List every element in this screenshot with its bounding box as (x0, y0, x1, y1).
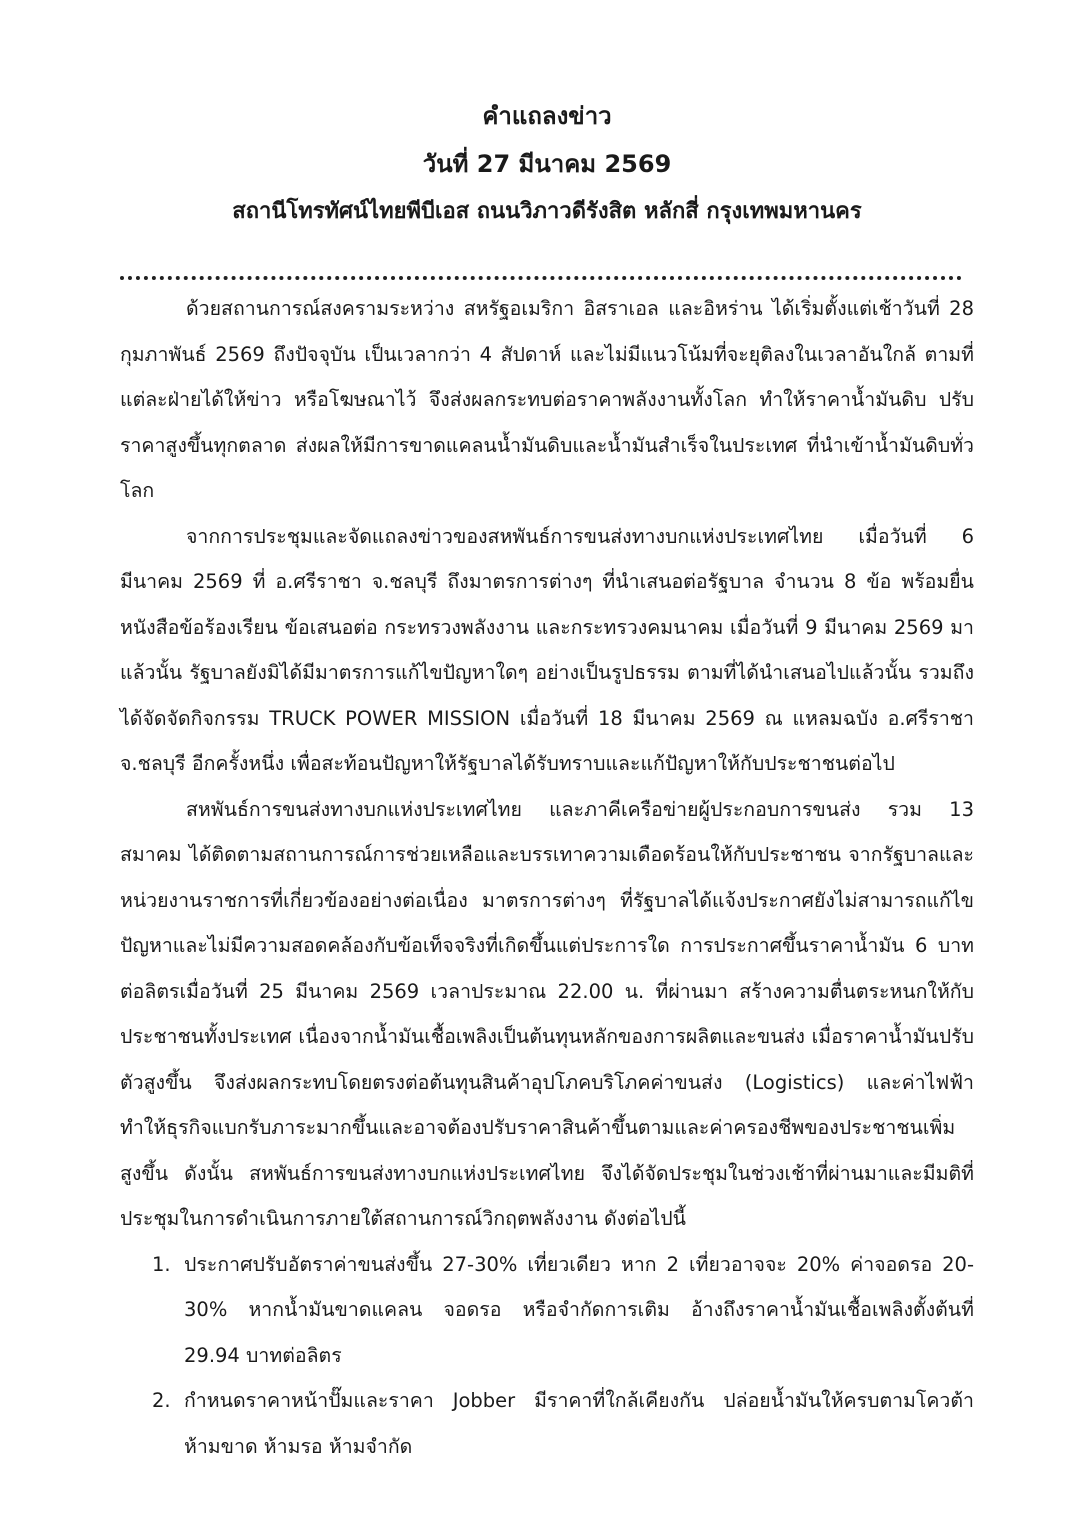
document-date: วันที่ 27 มีนาคม 2569 (422, 150, 672, 178)
document-title: คำแถลงข่าว (482, 102, 612, 130)
list-item-text: ประกาศปรับอัตราค่าขนส่งขึ้น 27-30% เที่ยวเดียว หาก 2 เที่ยวอาจจะ 20% ค่าจอดรอ 20-30% หากน้ำมันขาดแคลน จอดรอ หรือจำกัดการเติม อ้างถึงราคาน้ำมันเชื้อเพลิงตั้งต้นที่ 29.94 บาทต่อลิตร (184, 1252, 974, 1367)
document-location: สถานีโทรทัศน์ไทยพีบีเอส ถนนวิภาวดีรังสิต หลักสี่ กรุงเทพมหานคร (232, 199, 862, 224)
list-item (152, 1378, 974, 1469)
list-item-number: 1. (152, 1252, 171, 1276)
paragraph-federation-resolution: สหพันธ์การขนส่งทางบกแห่งประเทศไทย และภาคีเครือข่ายผู้ประกอบการขนส่ง รวม 13 สมาคม ได้ติดตามสถานการณ์การช่วยเหลือและบรรเทาความเดือดร้อนให้กับประชาชน จากรัฐบาลและหน่วยงานราชการที่เกี่ยวข้องอย่างต่อเนื่อง มาตรการต่างๆ ที่รัฐบาลได้แจ้งประกาศยังไม่สามารถแก้ไขปัญหาและไม่มีความสอดคล้องกับข้อเท็จจริงที่เกิดขึ้นแต่ประการใด การประกาศขึ้นราคาน้ำมัน 6 บาทต่อลิตรเมื่อวันที่ 25 มีนาคม 2569 เวลาประมาณ 22.00 น. ที่ผ่านมา สร้างความตื่นตระหนกให้กับประชาชนทั้งประเทศ เนื่องจากน้ำมันเชื้อเพลิงเป็นต้นทุนหลักของการผลิตและขนส่ง เมื่อราคาน้ำมันปรับตัวสูงขึ้น จึงส่งผลกระทบโดยตรงต่อต้นทุนสินค้าอุปโภคบริโภคค่าขนส่ง (Logistics) และค่าไฟฟ้า ทำให้ธุรกิจแบกรับภาระมากขึ้นและอาจต้องปรับราคาสินค้าขึ้นตามและค่าครองชีพของประชาชนเพิ่มสูงขึ้น ดังนั้น สหพันธ์การขนส่งทางบกแห่งประเทศไทย จึงได้จัดประชุมในช่วงเช้าที่ผ่านมาและมีมติที่ประชุมในการดำเนินการภายใต้สถานการณ์วิกฤตพลังงาน ดังต่อไปนี้ (120, 797, 974, 1230)
paragraph-previous-meeting: จากการประชุมและจัดแถลงข่าวของสหพันธ์การขนส่งทางบกแห่งประเทศไทย เมื่อวันที่ 6 มีนาคม 2569 ที่ อ.ศรีราชา จ.ชลบุรี ถึงมาตรการต่างๆ ที่นำเสนอต่อรัฐบาล จำนวน 8 ข้อ พร้อมยื่นหนังสือข้อร้องเรียน ข้อเสนอต่อ กระทรวงพลังงาน และกระทรวงคมนาคม เมื่อวันที่ 9 มีนาคม 2569 มาแล้วนั้น รัฐบาลยังมิได้มีมาตรการแก้ไขปัญหาใดๆ อย่างเป็นรูปธรรม ตามที่ได้นำเสนอไปแล้วนั้น รวมถึงได้จัดจัดกิจกรรม TRUCK POWER MISSION เมื่อวันที่ 18 มีนาคม 2569 ณ แหลมฉบัง อ.ศรีราชา จ.ชลบุรี อีกครั้งหนึ่ง เพื่อสะท้อนปัญหาให้รัฐบาลได้รับทราบและแก้ปัญหาให้กับประชาชนต่อไป (120, 524, 974, 775)
list-item-text: กำหนดราคาหน้าปั๊มและราคา Jobber มีราคาที่ใกล้เคียงกัน ปล่อยน้ำมันให้ครบตามโควต้า ห้ามขาด ห้ามรอ ห้ามจำกัด (184, 1389, 974, 1458)
list-item-number: 2. (152, 1389, 171, 1412)
list-item (152, 1242, 974, 1379)
dotted-separator (120, 262, 962, 280)
measures-list (120, 1242, 974, 1470)
paragraph-war-situation: ด้วยสถานการณ์สงครามระหว่าง สหรัฐอเมริกา อิสราเอล และอิหร่าน ได้เริ่มตั้งแต่เช้าวันที่ 28 กุมภาพันธ์ 2569 ถึงปัจจุบัน เป็นเวลากว่า 4 สัปดาห์ และไม่มีแนวโน้มที่จะยุติลงในเวลาอันใกล้ ตามที่แต่ละฝ่ายได้ให้ข่าว หรือโฆษณาไว้ จึงส่งผลกระทบต่อราคาพลังงานทั้งโลก ทำให้ราคาน้ำมันดิบ ปรับราคาสูงขึ้นทุกตลาด ส่งผลให้มีการขาดแคลนน้ำมันดิบและน้ำมันสำเร็จในประเทศ ที่นำเข้าน้ำมันดิบทั่วโลก (120, 297, 974, 502)
